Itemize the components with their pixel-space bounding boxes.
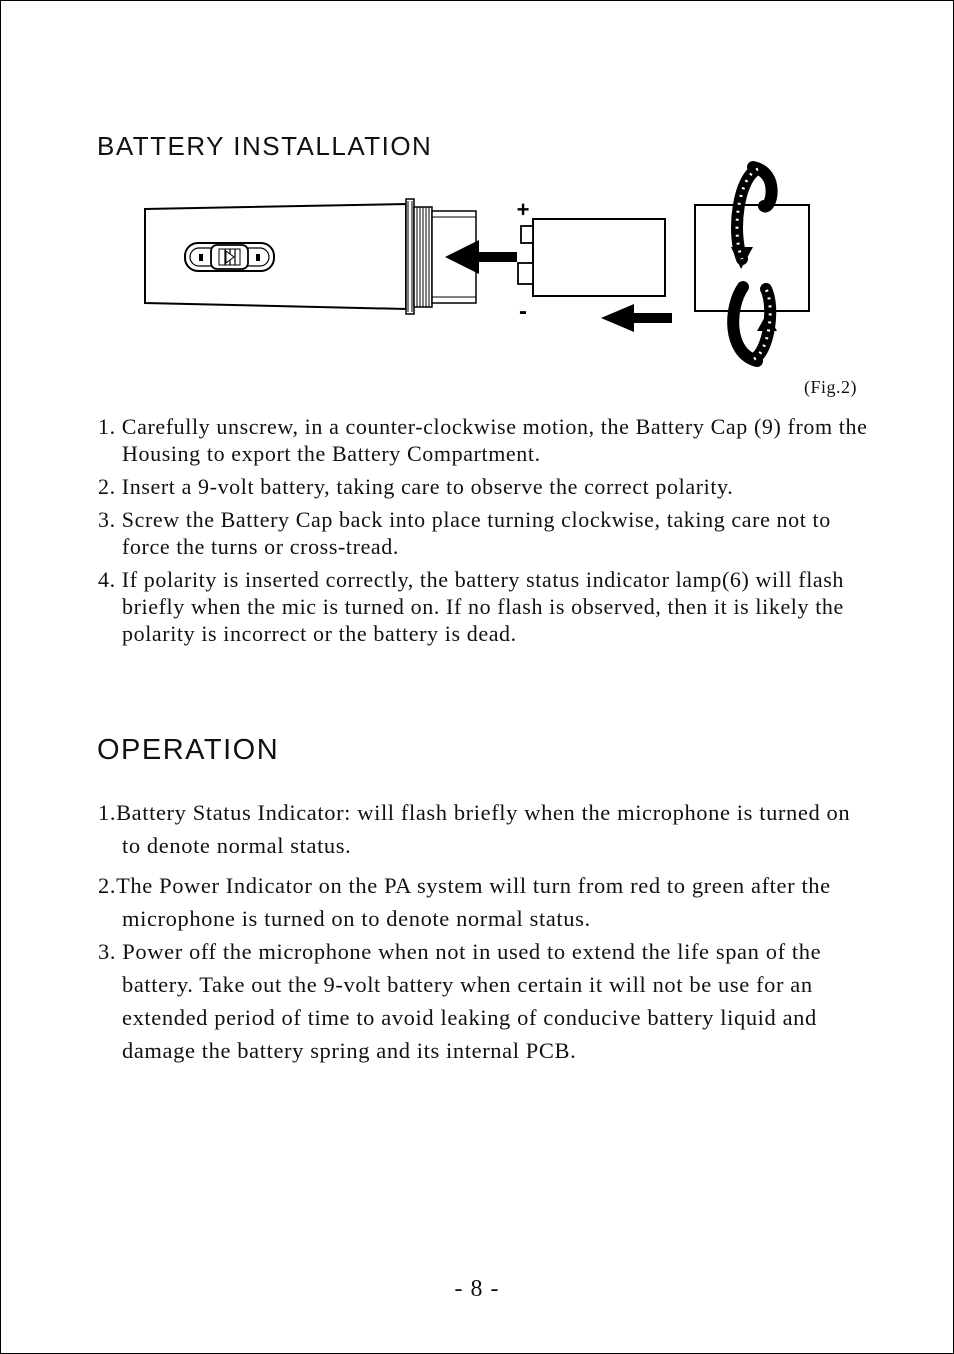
battery-arrow-icon xyxy=(601,304,672,332)
battery-cap-icon xyxy=(695,205,809,311)
figure-caption: (Fig.2) xyxy=(804,377,857,397)
operation-heading: OPERATION xyxy=(97,734,280,766)
operation-steps xyxy=(98,796,868,1074)
list-item: 3. Screw the Battery Cap back into place turning clockwise, taking care not to force the turns or cross-tread. xyxy=(98,507,831,559)
plus-label: + xyxy=(516,197,530,222)
list-item: 1. Carefully unscrew, in a counter-clockwise motion, the Battery Cap (9) from the Housing to export the Battery Compartment. xyxy=(98,414,868,466)
microphone-housing-icon xyxy=(145,199,476,314)
list-item: 2.The Power Indicator on the PA system will turn from red to green after the microphone is turned on to denote normal status. xyxy=(98,873,831,931)
list-item: 1.Battery Status Indicator: will flash briefly when the microphone is turned on to denote normal status. xyxy=(98,800,851,858)
list-item: 3. Power off the microphone when not in used to extend the life span of the battery. Take out the 9-volt battery when certain it will not be use for an extended period of time to avoid leaking of conducive battery liquid and damage the battery spring and its internal PCB. xyxy=(98,939,822,1063)
battery-installation-steps xyxy=(98,413,868,653)
9v-battery-icon xyxy=(517,197,665,325)
page-number: - 8 - xyxy=(454,1276,500,1302)
battery-installation-figure xyxy=(1,1,953,421)
battery-installation-heading: BATTERY INSTALLATION xyxy=(97,131,433,161)
list-item: 4. If polarity is inserted correctly, the battery status indicator lamp(6) will flash briefly when the mic is turned on. If no flash is observed, then it is likely the polarity is incorrect or the battery is dead. xyxy=(98,567,845,646)
minus-label: - xyxy=(519,298,527,325)
list-item: 2. Insert a 9-volt battery, taking care to observe the correct polarity. xyxy=(98,474,734,499)
